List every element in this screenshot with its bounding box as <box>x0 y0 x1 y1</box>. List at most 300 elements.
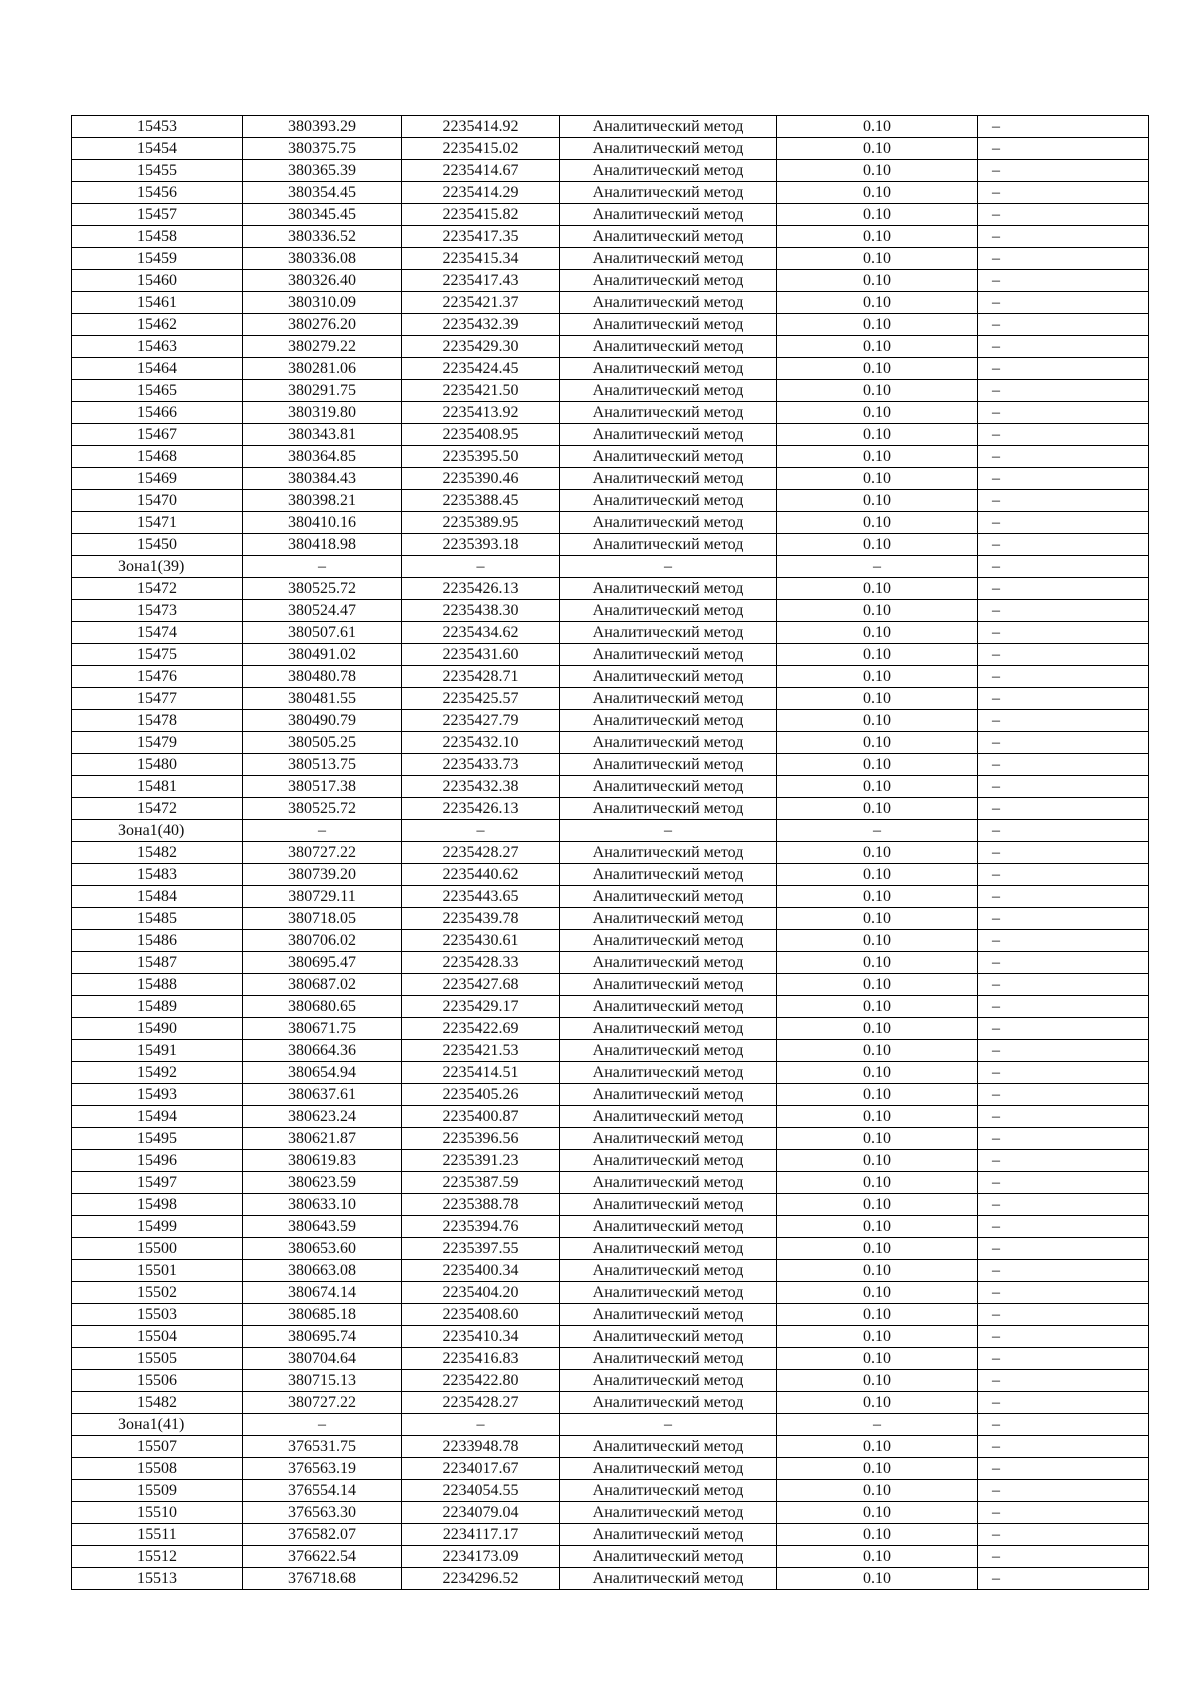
precision-cell: 0.10 <box>777 1524 978 1546</box>
method-cell: Аналитический метод <box>560 402 777 424</box>
coord-x-cell: 380364.85 <box>243 446 402 468</box>
note-cell: – <box>978 1282 1149 1304</box>
note-cell: – <box>978 1040 1149 1062</box>
method-cell: Аналитический метод <box>560 204 777 226</box>
point-id-cell: 15507 <box>72 1436 243 1458</box>
coord-y-cell: 2235432.39 <box>402 314 560 336</box>
note-cell: – <box>978 1304 1149 1326</box>
coord-y-cell: 2235414.92 <box>402 116 560 138</box>
note-cell: – <box>978 248 1149 270</box>
coord-y-cell: 2235428.71 <box>402 666 560 688</box>
precision-cell: 0.10 <box>777 1150 978 1172</box>
table-row <box>72 1436 1149 1458</box>
coord-x-cell: 380685.18 <box>243 1304 402 1326</box>
coord-y-cell: 2235424.45 <box>402 358 560 380</box>
coord-y-cell: 2235429.17 <box>402 996 560 1018</box>
coordinates-table <box>71 115 1149 1590</box>
method-cell: Аналитический метод <box>560 1326 777 1348</box>
coord-y-cell: 2234017.67 <box>402 1458 560 1480</box>
method-cell: Аналитический метод <box>560 1546 777 1568</box>
note-cell: – <box>978 908 1149 930</box>
coord-x-cell: 376563.19 <box>243 1458 402 1480</box>
point-id-cell: 15498 <box>72 1194 243 1216</box>
method-cell: Аналитический метод <box>560 160 777 182</box>
precision-cell: 0.10 <box>777 1062 978 1084</box>
precision-cell: 0.10 <box>777 732 978 754</box>
note-cell: – <box>978 292 1149 314</box>
coord-x-cell: 380326.40 <box>243 270 402 292</box>
method-cell: Аналитический метод <box>560 644 777 666</box>
zone-header-row <box>72 556 1149 578</box>
point-id-cell: 15478 <box>72 710 243 732</box>
note-cell: – <box>978 1062 1149 1084</box>
precision-cell: 0.10 <box>777 666 978 688</box>
precision-cell: 0.10 <box>777 1546 978 1568</box>
method-cell: – <box>560 1414 777 1436</box>
coord-x-cell: 380637.61 <box>243 1084 402 1106</box>
precision-cell: 0.10 <box>777 1260 978 1282</box>
method-cell: Аналитический метод <box>560 974 777 996</box>
coord-x-cell: 380490.79 <box>243 710 402 732</box>
note-cell: – <box>978 798 1149 820</box>
zone-label-cell: Зона1(40) <box>72 820 243 842</box>
coord-x-cell: 380623.24 <box>243 1106 402 1128</box>
coord-x-cell: 380671.75 <box>243 1018 402 1040</box>
note-cell: – <box>978 556 1149 578</box>
table-row <box>72 1392 1149 1414</box>
method-cell: Аналитический метод <box>560 138 777 160</box>
coord-x-cell: 380680.65 <box>243 996 402 1018</box>
table-row <box>72 226 1149 248</box>
coord-x-cell: 380279.22 <box>243 336 402 358</box>
precision-cell: 0.10 <box>777 402 978 424</box>
point-id-cell: 15472 <box>72 798 243 820</box>
coord-x-cell: 380663.08 <box>243 1260 402 1282</box>
table-row <box>72 996 1149 1018</box>
method-cell: Аналитический метод <box>560 886 777 908</box>
coord-x-cell: 380706.02 <box>243 930 402 952</box>
precision-cell: 0.10 <box>777 1216 978 1238</box>
precision-cell: 0.10 <box>777 1326 978 1348</box>
note-cell: – <box>978 1194 1149 1216</box>
coord-y-cell: 2235428.27 <box>402 1392 560 1414</box>
coord-y-cell: 2235408.60 <box>402 1304 560 1326</box>
point-id-cell: 15463 <box>72 336 243 358</box>
method-cell: Аналитический метод <box>560 1216 777 1238</box>
note-cell: – <box>978 512 1149 534</box>
note-cell: – <box>978 424 1149 446</box>
method-cell: Аналитический метод <box>560 864 777 886</box>
note-cell: – <box>978 446 1149 468</box>
note-cell: – <box>978 666 1149 688</box>
coord-x-cell: 380291.75 <box>243 380 402 402</box>
coord-x-cell: 380410.16 <box>243 512 402 534</box>
coord-x-cell: 380398.21 <box>243 490 402 512</box>
note-cell: – <box>978 138 1149 160</box>
precision-cell: 0.10 <box>777 1128 978 1150</box>
coord-x-cell: – <box>243 556 402 578</box>
table-row <box>72 182 1149 204</box>
coord-x-cell: 380481.55 <box>243 688 402 710</box>
coord-y-cell: 2235395.50 <box>402 446 560 468</box>
coord-x-cell: 380664.36 <box>243 1040 402 1062</box>
precision-cell: 0.10 <box>777 446 978 468</box>
coord-x-cell: 380491.02 <box>243 644 402 666</box>
precision-cell: 0.10 <box>777 600 978 622</box>
coord-y-cell: 2234296.52 <box>402 1568 560 1590</box>
point-id-cell: 15469 <box>72 468 243 490</box>
coord-x-cell: 380643.59 <box>243 1216 402 1238</box>
note-cell: – <box>978 754 1149 776</box>
point-id-cell: 15497 <box>72 1172 243 1194</box>
note-cell: – <box>978 1172 1149 1194</box>
coord-x-cell: 380695.47 <box>243 952 402 974</box>
point-id-cell: 15457 <box>72 204 243 226</box>
precision-cell: 0.10 <box>777 578 978 600</box>
method-cell: Аналитический метод <box>560 1480 777 1502</box>
table-row <box>72 116 1149 138</box>
precision-cell: 0.10 <box>777 842 978 864</box>
precision-cell: 0.10 <box>777 1348 978 1370</box>
note-cell: – <box>978 1260 1149 1282</box>
method-cell: Аналитический метод <box>560 182 777 204</box>
coord-y-cell: 2235415.34 <box>402 248 560 270</box>
note-cell: – <box>978 1458 1149 1480</box>
method-cell: Аналитический метод <box>560 1062 777 1084</box>
precision-cell: 0.10 <box>777 1084 978 1106</box>
precision-cell: 0.10 <box>777 1194 978 1216</box>
method-cell: Аналитический метод <box>560 314 777 336</box>
table-row <box>72 1194 1149 1216</box>
point-id-cell: 15461 <box>72 292 243 314</box>
coord-y-cell: 2235400.34 <box>402 1260 560 1282</box>
coord-x-cell: – <box>243 820 402 842</box>
note-cell: – <box>978 160 1149 182</box>
precision-cell: 0.10 <box>777 754 978 776</box>
table-row <box>72 402 1149 424</box>
coord-x-cell: 380517.38 <box>243 776 402 798</box>
point-id-cell: 15450 <box>72 534 243 556</box>
precision-cell: 0.10 <box>777 798 978 820</box>
coord-x-cell: – <box>243 1414 402 1436</box>
point-id-cell: 15482 <box>72 1392 243 1414</box>
coord-x-cell: 376563.30 <box>243 1502 402 1524</box>
coord-x-cell: 380336.52 <box>243 226 402 248</box>
coord-y-cell: 2235388.78 <box>402 1194 560 1216</box>
point-id-cell: 15481 <box>72 776 243 798</box>
method-cell: Аналитический метод <box>560 1524 777 1546</box>
table-row <box>72 1502 1149 1524</box>
table-row <box>72 1546 1149 1568</box>
coord-x-cell: 380718.05 <box>243 908 402 930</box>
table-row <box>72 1150 1149 1172</box>
note-cell: – <box>978 358 1149 380</box>
coord-y-cell: 2235432.38 <box>402 776 560 798</box>
coord-y-cell: 2235426.13 <box>402 798 560 820</box>
coord-y-cell: 2235432.10 <box>402 732 560 754</box>
note-cell: – <box>978 204 1149 226</box>
note-cell: – <box>978 116 1149 138</box>
precision-cell: 0.10 <box>777 1480 978 1502</box>
table-row <box>72 1568 1149 1590</box>
coord-x-cell: 376554.14 <box>243 1480 402 1502</box>
precision-cell: 0.10 <box>777 776 978 798</box>
point-id-cell: 15503 <box>72 1304 243 1326</box>
point-id-cell: 15506 <box>72 1370 243 1392</box>
precision-cell: 0.10 <box>777 380 978 402</box>
point-id-cell: 15487 <box>72 952 243 974</box>
coord-y-cell: 2235428.33 <box>402 952 560 974</box>
point-id-cell: 15482 <box>72 842 243 864</box>
method-cell: Аналитический метод <box>560 270 777 292</box>
coord-y-cell: 2235414.29 <box>402 182 560 204</box>
coord-x-cell: 380354.45 <box>243 182 402 204</box>
coord-x-cell: 376582.07 <box>243 1524 402 1546</box>
table-row <box>72 1018 1149 1040</box>
coord-y-cell: 2235417.35 <box>402 226 560 248</box>
precision-cell: 0.10 <box>777 248 978 270</box>
coord-x-cell: 380704.64 <box>243 1348 402 1370</box>
table-row <box>72 1304 1149 1326</box>
coord-y-cell: 2235430.61 <box>402 930 560 952</box>
table-row <box>72 1084 1149 1106</box>
note-cell: – <box>978 644 1149 666</box>
method-cell: Аналитический метод <box>560 776 777 798</box>
note-cell: – <box>978 314 1149 336</box>
method-cell: Аналитический метод <box>560 930 777 952</box>
method-cell: Аналитический метод <box>560 732 777 754</box>
precision-cell: 0.10 <box>777 1106 978 1128</box>
table-row <box>72 1062 1149 1084</box>
method-cell: Аналитический метод <box>560 688 777 710</box>
point-id-cell: 15492 <box>72 1062 243 1084</box>
point-id-cell: 15483 <box>72 864 243 886</box>
table-row <box>72 160 1149 182</box>
note-cell: – <box>978 1524 1149 1546</box>
point-id-cell: 15455 <box>72 160 243 182</box>
point-id-cell: 15480 <box>72 754 243 776</box>
coord-y-cell: 2235414.51 <box>402 1062 560 1084</box>
precision-cell: 0.10 <box>777 688 978 710</box>
precision-cell: – <box>777 820 978 842</box>
note-cell: – <box>978 1128 1149 1150</box>
precision-cell: – <box>777 556 978 578</box>
method-cell: Аналитический метод <box>560 952 777 974</box>
point-id-cell: 15499 <box>72 1216 243 1238</box>
coord-y-cell: 2234117.17 <box>402 1524 560 1546</box>
coord-x-cell: 380319.80 <box>243 402 402 424</box>
precision-cell: 0.10 <box>777 490 978 512</box>
method-cell: Аналитический метод <box>560 666 777 688</box>
point-id-cell: 15479 <box>72 732 243 754</box>
coord-x-cell: 380480.78 <box>243 666 402 688</box>
coord-x-cell: 380687.02 <box>243 974 402 996</box>
precision-cell: 0.10 <box>777 974 978 996</box>
precision-cell: 0.10 <box>777 1172 978 1194</box>
coord-y-cell: 2235439.78 <box>402 908 560 930</box>
table-row <box>72 798 1149 820</box>
table-row <box>72 644 1149 666</box>
precision-cell: 0.10 <box>777 358 978 380</box>
precision-cell: 0.10 <box>777 886 978 908</box>
coord-x-cell: 380715.13 <box>243 1370 402 1392</box>
point-id-cell: 15493 <box>72 1084 243 1106</box>
coord-y-cell: 2235413.92 <box>402 402 560 424</box>
point-id-cell: 15508 <box>72 1458 243 1480</box>
point-id-cell: 15488 <box>72 974 243 996</box>
table-row <box>72 380 1149 402</box>
method-cell: Аналитический метод <box>560 1260 777 1282</box>
coord-y-cell: 2235405.26 <box>402 1084 560 1106</box>
zone-header-row <box>72 820 1149 842</box>
coord-y-cell: 2235393.18 <box>402 534 560 556</box>
point-id-cell: 15454 <box>72 138 243 160</box>
coord-y-cell: 2235421.50 <box>402 380 560 402</box>
coord-x-cell: 380621.87 <box>243 1128 402 1150</box>
table-row <box>72 336 1149 358</box>
precision-cell: 0.10 <box>777 1040 978 1062</box>
coord-y-cell: 2235415.02 <box>402 138 560 160</box>
point-id-cell: 15485 <box>72 908 243 930</box>
table-row <box>72 1348 1149 1370</box>
point-id-cell: 15484 <box>72 886 243 908</box>
table-row <box>72 534 1149 556</box>
table-row <box>72 270 1149 292</box>
precision-cell: 0.10 <box>777 160 978 182</box>
note-cell: – <box>978 1370 1149 1392</box>
method-cell: Аналитический метод <box>560 1040 777 1062</box>
note-cell: – <box>978 1348 1149 1370</box>
table-row <box>72 1458 1149 1480</box>
table-row <box>72 710 1149 732</box>
method-cell: Аналитический метод <box>560 754 777 776</box>
coord-y-cell: 2235417.43 <box>402 270 560 292</box>
coord-y-cell: – <box>402 1414 560 1436</box>
method-cell: – <box>560 820 777 842</box>
precision-cell: 0.10 <box>777 534 978 556</box>
precision-cell: 0.10 <box>777 138 978 160</box>
note-cell: – <box>978 1084 1149 1106</box>
point-id-cell: 15494 <box>72 1106 243 1128</box>
note-cell: – <box>978 468 1149 490</box>
coord-x-cell: 380343.81 <box>243 424 402 446</box>
precision-cell: 0.10 <box>777 864 978 886</box>
precision-cell: 0.10 <box>777 468 978 490</box>
precision-cell: 0.10 <box>777 336 978 358</box>
point-id-cell: 15472 <box>72 578 243 600</box>
table-row <box>72 1216 1149 1238</box>
method-cell: Аналитический метод <box>560 424 777 446</box>
table-row <box>72 1040 1149 1062</box>
coord-x-cell: 380276.20 <box>243 314 402 336</box>
coord-y-cell: 2234173.09 <box>402 1546 560 1568</box>
coord-x-cell: 380384.43 <box>243 468 402 490</box>
method-cell: Аналитический метод <box>560 1304 777 1326</box>
precision-cell: 0.10 <box>777 424 978 446</box>
point-id-cell: 15490 <box>72 1018 243 1040</box>
point-id-cell: 15489 <box>72 996 243 1018</box>
note-cell: – <box>978 490 1149 512</box>
method-cell: Аналитический метод <box>560 798 777 820</box>
precision-cell: 0.10 <box>777 116 978 138</box>
point-id-cell: 15456 <box>72 182 243 204</box>
coord-y-cell: – <box>402 556 560 578</box>
table-row <box>72 468 1149 490</box>
method-cell: Аналитический метод <box>560 1018 777 1040</box>
table-row <box>72 864 1149 886</box>
point-id-cell: 15509 <box>72 1480 243 1502</box>
coord-x-cell: 380393.29 <box>243 116 402 138</box>
method-cell: Аналитический метод <box>560 1348 777 1370</box>
method-cell: Аналитический метод <box>560 1106 777 1128</box>
coord-y-cell: 2235397.55 <box>402 1238 560 1260</box>
method-cell: Аналитический метод <box>560 622 777 644</box>
coord-x-cell: 380623.59 <box>243 1172 402 1194</box>
coord-x-cell: 380375.75 <box>243 138 402 160</box>
coord-y-cell: 2233948.78 <box>402 1436 560 1458</box>
precision-cell: 0.10 <box>777 1458 978 1480</box>
note-cell: – <box>978 688 1149 710</box>
coord-x-cell: 380365.39 <box>243 160 402 182</box>
coord-y-cell: 2235410.34 <box>402 1326 560 1348</box>
point-id-cell: 15495 <box>72 1128 243 1150</box>
coord-y-cell: 2235433.73 <box>402 754 560 776</box>
coord-y-cell: 2234079.04 <box>402 1502 560 1524</box>
table-row <box>72 1128 1149 1150</box>
note-cell: – <box>978 182 1149 204</box>
zone-label-cell: Зона1(39) <box>72 556 243 578</box>
point-id-cell: 15491 <box>72 1040 243 1062</box>
precision-cell: 0.10 <box>777 952 978 974</box>
precision-cell: 0.10 <box>777 644 978 666</box>
method-cell: Аналитический метод <box>560 380 777 402</box>
table-row <box>72 908 1149 930</box>
precision-cell: 0.10 <box>777 908 978 930</box>
precision-cell: 0.10 <box>777 1018 978 1040</box>
note-cell: – <box>978 1502 1149 1524</box>
table-row <box>72 1282 1149 1304</box>
method-cell: Аналитический метод <box>560 292 777 314</box>
coord-y-cell: 2235389.95 <box>402 512 560 534</box>
coordinates-table-body <box>72 116 1149 1590</box>
precision-cell: 0.10 <box>777 314 978 336</box>
precision-cell: 0.10 <box>777 1568 978 1590</box>
point-id-cell: 15468 <box>72 446 243 468</box>
coord-y-cell: 2235422.80 <box>402 1370 560 1392</box>
method-cell: Аналитический метод <box>560 1436 777 1458</box>
coord-x-cell: 380729.11 <box>243 886 402 908</box>
precision-cell: 0.10 <box>777 226 978 248</box>
coord-y-cell: 2235427.79 <box>402 710 560 732</box>
point-id-cell: 15460 <box>72 270 243 292</box>
table-row <box>72 358 1149 380</box>
coord-y-cell: 2235429.30 <box>402 336 560 358</box>
table-row <box>72 446 1149 468</box>
coord-x-cell: 380513.75 <box>243 754 402 776</box>
table-row <box>72 666 1149 688</box>
method-cell: Аналитический метод <box>560 512 777 534</box>
note-cell: – <box>978 336 1149 358</box>
note-cell: – <box>978 1568 1149 1590</box>
coord-y-cell: 2235414.67 <box>402 160 560 182</box>
point-id-cell: 15470 <box>72 490 243 512</box>
coord-x-cell: 376718.68 <box>243 1568 402 1590</box>
method-cell: Аналитический метод <box>560 468 777 490</box>
coord-y-cell: – <box>402 820 560 842</box>
note-cell: – <box>978 1150 1149 1172</box>
coord-y-cell: 2235427.68 <box>402 974 560 996</box>
precision-cell: 0.10 <box>777 710 978 732</box>
